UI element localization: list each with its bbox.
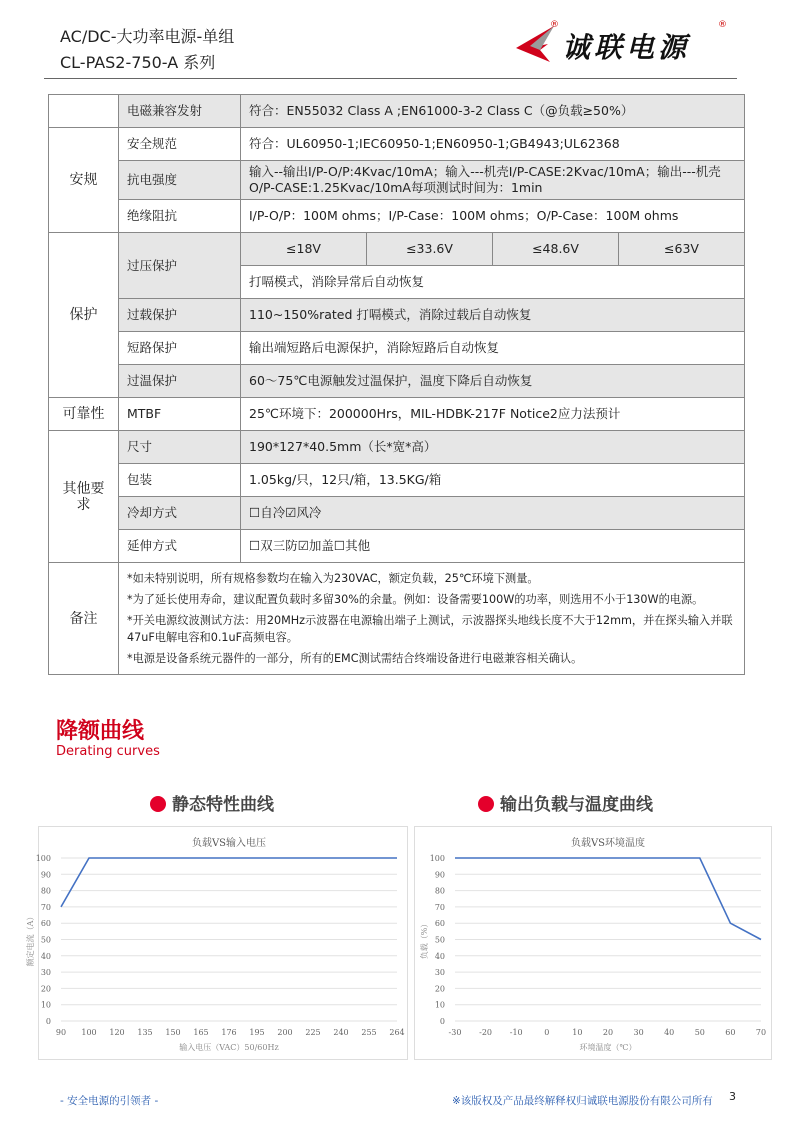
x-tick-label: 200 bbox=[277, 1028, 293, 1037]
x-tick-label: 176 bbox=[221, 1028, 237, 1037]
x-tick-label: 50 bbox=[694, 1028, 705, 1037]
red-dot-icon bbox=[150, 796, 166, 812]
y-tick-label: 80 bbox=[40, 886, 51, 896]
y-tick-label: 70 bbox=[40, 902, 51, 912]
note-item: *电源是设备系统元器件的一部分，所有的EMC测试需结合终端设备进行电磁兼容相关确认。 bbox=[127, 652, 583, 665]
chart-heading-right-text: 输出负载与温度曲线 bbox=[500, 795, 653, 815]
table-row bbox=[49, 563, 745, 675]
chart-title: 负载VS输入电压 bbox=[191, 838, 267, 849]
doc-title-line2: CL-PAS2-750-A 系列 bbox=[60, 53, 216, 72]
y-tick-label: 20 bbox=[434, 984, 445, 994]
section-subtitle: Derating curves bbox=[56, 744, 160, 759]
x-tick-label: 120 bbox=[109, 1028, 125, 1037]
table-row bbox=[49, 365, 745, 398]
label-withstand-voltage: 抗电强度 bbox=[119, 161, 241, 200]
chart-svg bbox=[26, 827, 407, 1059]
table-row bbox=[49, 431, 745, 464]
y-tick-label: 80 bbox=[434, 886, 445, 896]
footer-slogan: - 安全电源的引领者 - bbox=[60, 1095, 159, 1107]
chart-heading-right bbox=[478, 790, 653, 815]
x-tick-label: 240 bbox=[333, 1028, 349, 1037]
y-tick-label: 60 bbox=[434, 919, 445, 929]
chart-svg bbox=[415, 827, 771, 1059]
y-tick-label: 100 bbox=[429, 854, 445, 863]
y-tick-label: 90 bbox=[434, 870, 445, 880]
chart-heading-left bbox=[150, 790, 274, 815]
label-size: 尺寸 bbox=[119, 431, 241, 464]
ovp-level: ≤18V bbox=[241, 233, 367, 266]
x-tick-label: 60 bbox=[725, 1028, 736, 1037]
chart-voltage-derating bbox=[26, 826, 408, 1060]
table-row bbox=[49, 530, 745, 563]
y-tick-label: 0 bbox=[439, 1017, 445, 1026]
label-mtbf: MTBF bbox=[119, 398, 241, 431]
doc-title-line1: AC/DC-大功率电源-单组 bbox=[60, 27, 235, 46]
table-row bbox=[49, 299, 745, 332]
cat-cell-empty bbox=[49, 95, 119, 128]
table-row bbox=[49, 233, 745, 266]
y-tick-label: 70 bbox=[434, 902, 445, 912]
y-tick-label: 40 bbox=[434, 951, 445, 961]
x-tick-label: 150 bbox=[165, 1028, 181, 1037]
x-tick-label: 100 bbox=[81, 1028, 97, 1037]
y-tick-label: 10 bbox=[40, 1000, 51, 1010]
value-mtbf: 25℃环境下：200000Hrs，MIL-HDBK-217F Notice2应力法预计 bbox=[241, 398, 745, 431]
y-tick-label: 90 bbox=[40, 870, 51, 880]
cat-protection: 保护 bbox=[49, 233, 119, 398]
page-number: 3 bbox=[729, 1090, 736, 1103]
value-size: 190*127*40.5mm（长*宽*高） bbox=[241, 431, 745, 464]
y-tick-label: 10 bbox=[434, 1000, 445, 1010]
table-row bbox=[49, 95, 745, 128]
cat-other: 其他要求 bbox=[49, 431, 119, 563]
x-tick-label: 70 bbox=[755, 1028, 767, 1037]
x-tick-label: -10 bbox=[509, 1028, 523, 1037]
value-insulation: I/P-O/P：100M ohms；I/P-Case：100M ohms；O/P-Case：100M ohms bbox=[241, 200, 745, 233]
x-tick-label: 135 bbox=[137, 1028, 153, 1037]
company-logo bbox=[510, 18, 730, 68]
cat-safety: 安规 bbox=[49, 128, 119, 233]
x-tick-label: -30 bbox=[448, 1028, 462, 1037]
x-tick-label: -20 bbox=[479, 1028, 493, 1037]
y-tick-label: 20 bbox=[40, 984, 51, 994]
logo-reg-mark-left: ® bbox=[550, 20, 559, 30]
y-tick-label: 40 bbox=[40, 951, 51, 961]
spec-table bbox=[48, 94, 745, 675]
label-scp: 短路保护 bbox=[119, 332, 241, 365]
x-tick-label: 20 bbox=[602, 1028, 614, 1037]
label-otp: 过温保护 bbox=[119, 365, 241, 398]
ovp-level: ≤33.6V bbox=[367, 233, 493, 266]
value-cooling: ☐自冷☑风冷 bbox=[241, 497, 745, 530]
table-row bbox=[49, 161, 745, 200]
chart-title: 负载VS环境温度 bbox=[570, 838, 646, 849]
footer-copyright: ※该版权及产品最终解释权归诚联电源股份有限公司所有 bbox=[452, 1095, 713, 1107]
label-emc: 电磁兼容发射 bbox=[119, 95, 241, 128]
y-tick-label: 50 bbox=[40, 935, 51, 945]
x-tick-label: 90 bbox=[55, 1028, 67, 1037]
value-emc: 符合：EN55032 Class A ;EN61000-3-2 Class C（@负载≥50%） bbox=[241, 95, 745, 128]
x-axis-label: 环境温度（℃） bbox=[579, 1043, 637, 1052]
ovp-level: ≤48.6V bbox=[493, 233, 619, 266]
value-packing: 1.05kg/只，12只/箱，13.5KG/箱 bbox=[241, 464, 745, 497]
series-line bbox=[61, 858, 397, 907]
x-tick-label: 264 bbox=[389, 1028, 405, 1037]
label-safety-standard: 安全规范 bbox=[119, 128, 241, 161]
x-tick-label: 0 bbox=[544, 1028, 550, 1037]
table-row bbox=[49, 497, 745, 530]
value-withstand-voltage: 输入--输出I/P-O/P:4Kvac/10mA；输入---机壳I/P-CASE:2Kvac/10mA；输出---机壳O/P-CASE:1.25Kvac/10mA每项测试时间为：1min bbox=[241, 161, 745, 200]
red-dot-icon bbox=[478, 796, 494, 812]
x-tick-label: 30 bbox=[633, 1028, 644, 1037]
x-tick-label: 40 bbox=[664, 1028, 675, 1037]
cat-reliability: 可靠性 bbox=[49, 398, 119, 431]
note-item: *开关电源纹波测试方法：用20MHz示波器在电源输出端子上测试，示波器探头地线长度不大于12mm，并在探头输入并联47uF电解电容和0.1uF高频电容。 bbox=[127, 614, 733, 644]
table-row bbox=[49, 332, 745, 365]
label-ovp: 过压保护 bbox=[119, 233, 241, 299]
chart-temperature-derating bbox=[414, 826, 772, 1060]
logo-reg-mark-right: ® bbox=[718, 20, 727, 30]
value-safety-standard: 符合：UL60950-1;IEC60950-1;EN60950-1;GB4943;UL62368 bbox=[241, 128, 745, 161]
note-item: *如未特别说明，所有规格参数均在输入为230VAC，额定负载，25℃环境下测量。 bbox=[127, 572, 539, 585]
value-scp: 输出端短路后电源保护，消除短路后自动恢复 bbox=[241, 332, 745, 365]
cat-notes: 备注 bbox=[49, 563, 119, 675]
x-axis-label: 输入电压（VAC）50/60Hz bbox=[179, 1043, 279, 1052]
table-row bbox=[49, 200, 745, 233]
x-tick-label: 165 bbox=[193, 1028, 209, 1037]
y-tick-label: 60 bbox=[40, 919, 51, 929]
note-item: *为了延长使用寿命，建议配置负载时多留30%的余量。例如：设备需要100W的功率，则选用不小于130W的电源。 bbox=[127, 593, 704, 606]
value-otp: 60～75℃电源触发过温保护，温度下降后自动恢复 bbox=[241, 365, 745, 398]
label-extension: 延伸方式 bbox=[119, 530, 241, 563]
label-insulation: 绝缘阻抗 bbox=[119, 200, 241, 233]
value-ovp: 打嗝模式，消除异常后自动恢复 bbox=[241, 266, 745, 299]
value-extension: ☐双三防☑加盖☐其他 bbox=[241, 530, 745, 563]
table-row bbox=[49, 464, 745, 497]
x-tick-label: 195 bbox=[249, 1028, 265, 1037]
label-packing: 包装 bbox=[119, 464, 241, 497]
y-tick-label: 30 bbox=[434, 968, 445, 978]
x-tick-label: 10 bbox=[572, 1028, 583, 1037]
logo-text: 诚联电源 bbox=[562, 31, 691, 64]
section-title: 降额曲线 bbox=[56, 719, 145, 744]
y-axis-label: 负载（%） bbox=[420, 919, 429, 960]
x-tick-label: 225 bbox=[305, 1028, 321, 1037]
header-divider bbox=[44, 78, 737, 79]
ovp-level: ≤63V bbox=[619, 233, 745, 266]
y-tick-label: 100 bbox=[35, 854, 51, 863]
label-cooling: 冷却方式 bbox=[119, 497, 241, 530]
chart-heading-left-text: 静态特性曲线 bbox=[172, 795, 274, 815]
y-axis-label: 额定电流（A） bbox=[26, 912, 35, 967]
y-tick-label: 30 bbox=[40, 968, 51, 978]
y-tick-label: 50 bbox=[434, 935, 445, 945]
table-row bbox=[49, 398, 745, 431]
y-tick-label: 0 bbox=[45, 1017, 51, 1026]
notes-cell bbox=[119, 563, 745, 675]
x-tick-label: 255 bbox=[361, 1028, 377, 1037]
value-olp: 110~150%rated 打嗝模式，消除过载后自动恢复 bbox=[241, 299, 745, 332]
label-olp: 过载保护 bbox=[119, 299, 241, 332]
table-row bbox=[49, 128, 745, 161]
series-line bbox=[455, 858, 761, 940]
